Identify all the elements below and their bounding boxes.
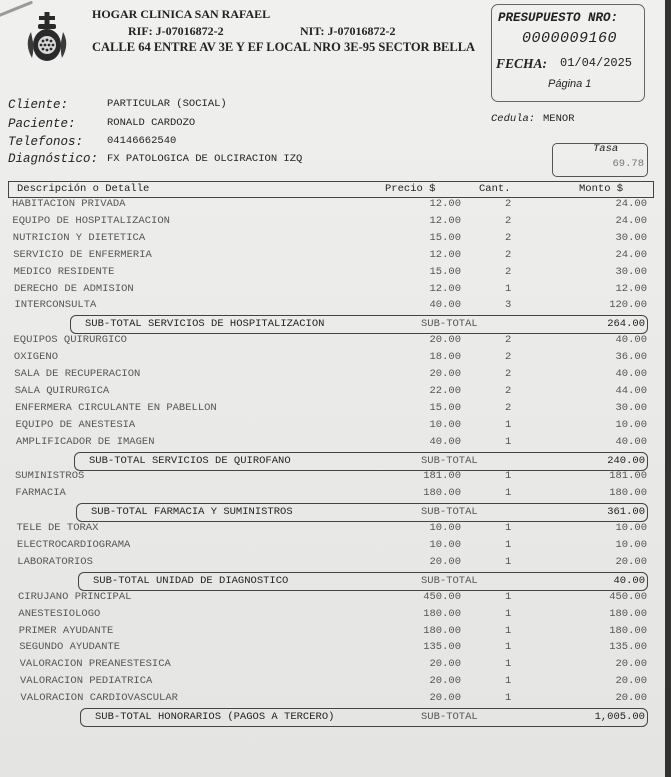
item-price: 15.00 bbox=[429, 231, 461, 244]
clinic-rif: RIF: J-07016872-2 bbox=[128, 24, 224, 38]
item-amount: 44.00 bbox=[615, 384, 647, 397]
item-description: EQUIPO DE ANESTESIA bbox=[15, 418, 136, 431]
item-qty: 1 bbox=[505, 624, 512, 637]
table-row bbox=[0, 556, 671, 572]
item-amount: 40.00 bbox=[615, 368, 647, 380]
item-qty: 1 bbox=[505, 418, 512, 431]
table-row bbox=[0, 198, 671, 214]
item-qty: 1 bbox=[505, 487, 512, 500]
item-qty: 2 bbox=[505, 384, 512, 397]
subtotal-value: 264.00 bbox=[607, 318, 645, 331]
table-row bbox=[0, 539, 671, 555]
item-description: VALORACION PEDIATRICA bbox=[20, 675, 153, 688]
subtotal-label: SUB-TOTAL HONORARIOS (PAGOS A TERCERO) bbox=[95, 711, 335, 723]
phone-value: 04146662540 bbox=[107, 135, 177, 147]
id-label: Cedula: bbox=[491, 113, 536, 125]
exchange-rate-box bbox=[552, 143, 648, 177]
subtotal-tag: SUB-TOTAL bbox=[421, 711, 478, 723]
item-description: ELECTROCARDIOGRAMA bbox=[16, 539, 131, 551]
clinic-name: HOGAR CLINICA SAN RAFAEL bbox=[92, 7, 271, 21]
date-value: 01/04/2025 bbox=[560, 56, 633, 70]
table-row bbox=[0, 419, 671, 435]
table-row bbox=[0, 625, 671, 641]
table-row bbox=[0, 351, 671, 367]
subtotal-row bbox=[76, 503, 648, 522]
item-qty: 1 bbox=[505, 607, 512, 620]
subtotal-label: SUB-TOTAL FARMACIA Y SUMINISTROS bbox=[91, 506, 293, 519]
table-row bbox=[0, 402, 671, 418]
item-qty: 1 bbox=[505, 539, 512, 551]
item-description: MEDICO RESIDENTE bbox=[13, 265, 115, 278]
subtotal-label: SUB-TOTAL SERVICIOS DE HOSPITALIZACION bbox=[85, 318, 325, 331]
table-row bbox=[0, 368, 671, 384]
header-qty: Cant. bbox=[479, 183, 511, 195]
photo-edge bbox=[665, 0, 671, 777]
item-price: 10.00 bbox=[429, 522, 461, 535]
item-qty: 2 bbox=[505, 265, 512, 278]
item-price: 20.00 bbox=[429, 658, 461, 671]
item-amount: 40.00 bbox=[615, 334, 647, 347]
item-amount: 24.00 bbox=[615, 214, 647, 227]
clinic-address: CALLE 64 ENTRE AV 3E Y EF LOCAL NRO 3E-95 SECTOR BELLA bbox=[92, 40, 476, 54]
table-row bbox=[0, 608, 671, 624]
patient-label: Paciente: bbox=[8, 117, 76, 131]
id-value: MENOR bbox=[543, 113, 575, 125]
item-description: INTERCONSULTA bbox=[14, 299, 97, 312]
diagnosis-label: Diagnóstico: bbox=[8, 152, 99, 166]
diagnosis-value: FX PATOLOGICA DE OLCIRACION IZQ bbox=[107, 153, 303, 165]
item-price: 10.00 bbox=[429, 539, 461, 551]
subtotal-tag: SUB-TOTAL bbox=[421, 506, 478, 519]
item-amount: 24.00 bbox=[615, 248, 647, 261]
item-qty: 1 bbox=[505, 555, 512, 568]
table-row bbox=[0, 385, 671, 401]
item-amount: 40.00 bbox=[615, 435, 647, 448]
item-description: LABORATORIOS bbox=[17, 555, 93, 568]
item-qty: 1 bbox=[505, 692, 512, 705]
table-row bbox=[0, 658, 671, 674]
table-row bbox=[0, 232, 671, 248]
budget-number: 0000009160 bbox=[522, 30, 618, 47]
item-price: 135.00 bbox=[423, 641, 461, 654]
item-price: 18.00 bbox=[429, 351, 461, 364]
item-qty: 2 bbox=[505, 334, 512, 347]
item-description: ANESTESIOLOGO bbox=[18, 607, 101, 620]
item-qty: 2 bbox=[505, 401, 512, 414]
header-price: Precio $ bbox=[385, 183, 436, 195]
item-description: TELE DE TORAX bbox=[16, 522, 99, 535]
clinic-nit: NIT: J-07016872-2 bbox=[300, 24, 396, 38]
item-description: NUTRICION Y DIETETICA bbox=[12, 231, 146, 244]
subtotal-value: 361.00 bbox=[607, 506, 645, 519]
item-qty: 1 bbox=[505, 675, 512, 688]
budget-number-label: PRESUPUESTO NRO: bbox=[498, 11, 619, 25]
item-price: 450.00 bbox=[423, 590, 461, 603]
table-row bbox=[0, 299, 671, 315]
item-price: 12.00 bbox=[429, 282, 461, 295]
item-qty: 1 bbox=[505, 522, 512, 535]
item-price: 40.00 bbox=[429, 299, 461, 312]
item-qty: 1 bbox=[505, 590, 512, 603]
phone-label: Telefonos: bbox=[8, 135, 84, 149]
subtotal-value: 40.00 bbox=[613, 574, 645, 587]
item-amount: 450.00 bbox=[609, 590, 647, 603]
item-description: AMPLIFICADOR DE IMAGEN bbox=[15, 435, 155, 448]
item-qty: 1 bbox=[505, 435, 512, 448]
item-price: 20.00 bbox=[429, 555, 461, 568]
item-amount: 181.00 bbox=[609, 470, 647, 483]
subtotal-value: 240.00 bbox=[607, 454, 645, 467]
item-price: 22.00 bbox=[429, 384, 461, 397]
table-row bbox=[0, 283, 671, 299]
subtotal-label: SUB-TOTAL SERVICIOS DE QUIROFANO bbox=[89, 454, 291, 467]
item-amount: 20.00 bbox=[615, 675, 647, 688]
item-amount: 20.00 bbox=[615, 658, 647, 671]
page-number: Página 1 bbox=[548, 78, 592, 90]
table-row bbox=[0, 522, 671, 538]
subtotal-row bbox=[74, 452, 648, 471]
item-qty: 1 bbox=[505, 658, 512, 671]
table-row bbox=[0, 675, 671, 691]
item-amount: 36.00 bbox=[615, 351, 647, 364]
item-description: EQUIPO DE HOSPITALIZACION bbox=[12, 214, 170, 227]
item-description: VALORACION CARDIOVASCULAR bbox=[20, 692, 178, 705]
item-description: FARMACIA bbox=[15, 487, 66, 500]
table-row bbox=[0, 266, 671, 282]
item-description: SALA DE RECUPERACION bbox=[14, 368, 141, 380]
item-amount: 10.00 bbox=[615, 418, 647, 431]
subtotal-row bbox=[70, 315, 648, 334]
item-description: HABITACION PRIVADA bbox=[12, 198, 126, 210]
table-row bbox=[0, 591, 671, 607]
rate-label: Tasa bbox=[593, 143, 619, 155]
item-amount: 120.00 bbox=[609, 299, 647, 312]
subtotal-tag: SUB-TOTAL bbox=[421, 574, 478, 587]
item-amount: 10.00 bbox=[615, 522, 647, 535]
item-qty: 2 bbox=[505, 351, 512, 364]
item-price: 20.00 bbox=[429, 368, 461, 380]
item-price: 40.00 bbox=[429, 435, 461, 448]
item-qty: 2 bbox=[505, 231, 512, 244]
item-amount: 135.00 bbox=[609, 641, 647, 654]
item-amount: 180.00 bbox=[609, 624, 647, 637]
table-row bbox=[0, 487, 671, 503]
item-qty: 2 bbox=[505, 214, 512, 227]
item-description: SEGUNDO AYUDANTE bbox=[19, 641, 121, 654]
table-row bbox=[0, 215, 671, 231]
item-qty: 1 bbox=[505, 641, 512, 654]
item-description: ENFERMERA CIRCULANTE EN PABELLON bbox=[15, 401, 217, 414]
item-price: 181.00 bbox=[423, 470, 461, 483]
item-price: 20.00 bbox=[429, 334, 461, 347]
table-row bbox=[0, 470, 671, 486]
item-description: DERECHO DE ADMISION bbox=[14, 282, 134, 295]
rate-value: 69.78 bbox=[612, 158, 644, 170]
item-price: 15.00 bbox=[429, 401, 461, 414]
item-qty: 2 bbox=[505, 248, 512, 261]
subtotal-row bbox=[78, 572, 648, 591]
item-price: 180.00 bbox=[423, 624, 461, 637]
item-price: 20.00 bbox=[429, 692, 461, 705]
item-description: SALA QUIRURGICA bbox=[14, 384, 110, 397]
item-amount: 180.00 bbox=[609, 607, 647, 620]
item-qty: 1 bbox=[505, 282, 512, 295]
item-amount: 20.00 bbox=[615, 692, 647, 705]
item-description: SERVICIO DE ENFERMERIA bbox=[13, 248, 152, 261]
item-description: CIRUJANO PRINCIPAL bbox=[18, 590, 132, 603]
table-row bbox=[0, 692, 671, 708]
item-amount: 20.00 bbox=[615, 555, 647, 568]
item-description: VALORACION PREANESTESICA bbox=[19, 658, 171, 671]
item-amount: 30.00 bbox=[615, 231, 647, 244]
table-row bbox=[0, 641, 671, 657]
item-amount: 180.00 bbox=[609, 487, 647, 500]
table-header bbox=[8, 181, 654, 198]
item-description: SUMINISTROS bbox=[15, 470, 85, 483]
item-amount: 30.00 bbox=[615, 401, 647, 414]
item-price: 10.00 bbox=[429, 418, 461, 431]
item-price: 180.00 bbox=[423, 607, 461, 620]
subtotal-label: SUB-TOTAL UNIDAD DE DIAGNOSTICO bbox=[93, 574, 289, 587]
subtotal-value: 1,005.00 bbox=[594, 711, 645, 723]
item-amount: 30.00 bbox=[615, 265, 647, 278]
item-description: OXIGENO bbox=[13, 351, 58, 364]
budget-info-box bbox=[491, 4, 645, 102]
item-qty: 2 bbox=[505, 198, 512, 210]
item-description: PRIMER AYUDANTE bbox=[18, 624, 114, 637]
item-qty: 3 bbox=[505, 299, 512, 312]
table-row bbox=[0, 249, 671, 265]
table-row bbox=[0, 436, 671, 452]
subtotal-tag: SUB-TOTAL bbox=[421, 454, 478, 467]
header-amount: Monto $ bbox=[579, 183, 624, 195]
item-price: 15.00 bbox=[429, 265, 461, 278]
clinic-seal-logo bbox=[22, 12, 72, 64]
header-description: Descripción o Detalle bbox=[17, 183, 150, 195]
client-label: Cliente: bbox=[8, 98, 69, 112]
item-price: 20.00 bbox=[429, 675, 461, 688]
client-value: PARTICULAR (SOCIAL) bbox=[107, 98, 227, 110]
item-price: 12.00 bbox=[429, 248, 461, 261]
item-price: 12.00 bbox=[429, 214, 461, 227]
item-amount: 10.00 bbox=[615, 539, 647, 551]
item-price: 12.00 bbox=[429, 198, 461, 210]
date-label: FECHA: bbox=[496, 56, 548, 71]
subtotal-row bbox=[80, 708, 648, 727]
item-qty: 2 bbox=[505, 368, 512, 380]
item-description: EQUIPOS QUIRURGICO bbox=[13, 334, 127, 347]
item-price: 180.00 bbox=[423, 487, 461, 500]
subtotal-tag: SUB-TOTAL bbox=[421, 318, 478, 331]
table-row bbox=[0, 334, 671, 350]
item-amount: 12.00 bbox=[615, 282, 647, 295]
item-amount: 24.00 bbox=[615, 198, 647, 210]
item-qty: 1 bbox=[505, 470, 512, 483]
patient-value: RONALD CARDOZO bbox=[107, 117, 196, 129]
